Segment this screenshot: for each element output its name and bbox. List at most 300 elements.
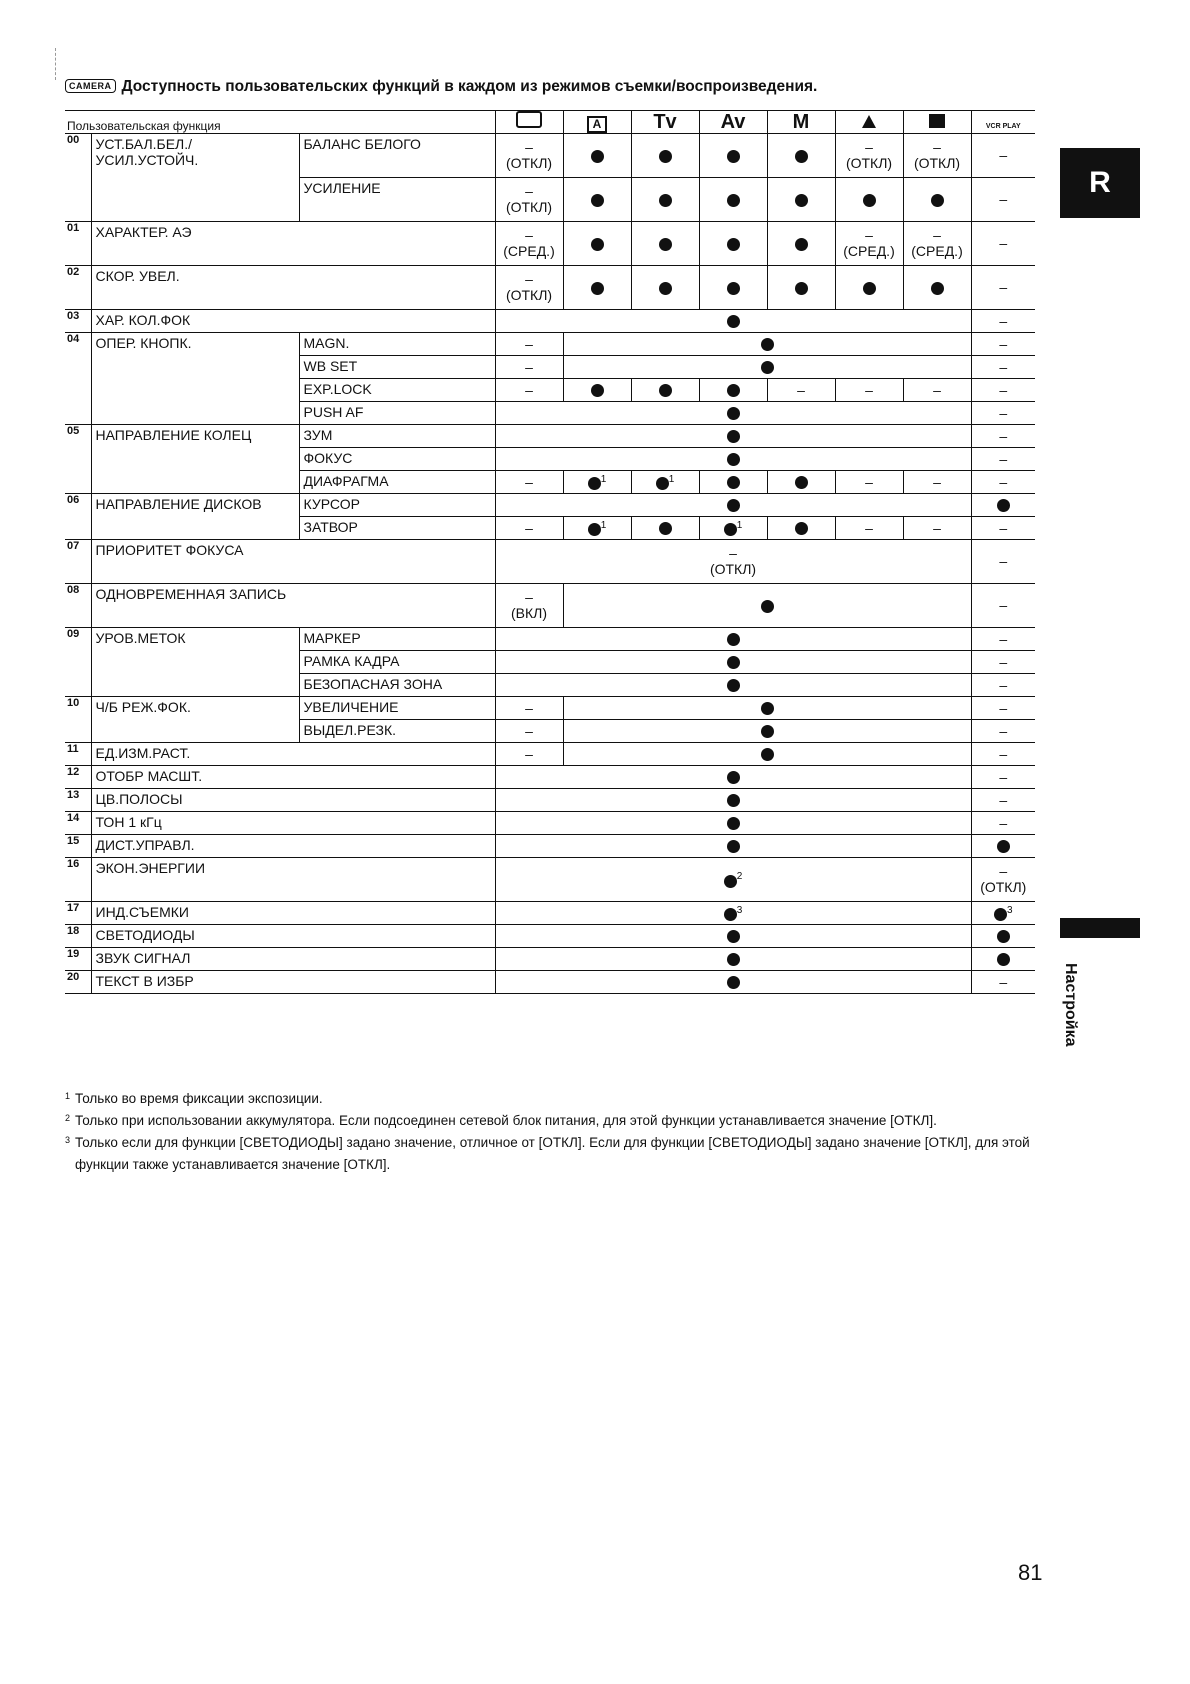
- dash-mark: –: [933, 139, 941, 156]
- default-value-note: (ВКЛ): [510, 604, 547, 621]
- available-dot: [588, 477, 601, 490]
- mode-availability-cell: [971, 425, 1035, 448]
- mode-availability-cell: [767, 471, 835, 494]
- mode-availability-cell: [971, 651, 1035, 674]
- mode-availability-cell: [495, 266, 563, 310]
- table-row: [65, 448, 1035, 471]
- sub-function-name: ДИАФРАГМА: [299, 471, 495, 494]
- unavailable-dash: –: [999, 358, 1008, 375]
- available-dot: [931, 282, 944, 295]
- unavailable-dash: –: [525, 745, 533, 762]
- unavailable-dash: –: [999, 722, 1008, 739]
- mode-availability-cell: [699, 134, 767, 178]
- available-dot: [727, 633, 740, 646]
- mode-availability-cell: [563, 379, 631, 402]
- function-name: СКОР. УВЕЛ.: [91, 266, 495, 310]
- sub-function-name: КУРСОР: [299, 494, 495, 517]
- function-name: УСТ.БАЛ.БЕЛ./ УСИЛ.УСТОЙЧ.: [91, 134, 299, 178]
- unavailable-dash: –: [525, 722, 533, 739]
- unavailable-dash: –: [999, 745, 1008, 762]
- function-name: [91, 178, 299, 222]
- mode-availability-cell: [971, 971, 1035, 994]
- page-number: 81: [1018, 1560, 1043, 1585]
- function-availability-table: [65, 110, 1035, 994]
- mode-availability-cell: [971, 858, 1035, 902]
- mode-av-header: Av: [699, 111, 767, 134]
- function-name: ЦВ.ПОЛОСЫ: [91, 789, 495, 812]
- function-name: ОДНОВРЕМЕННАЯ ЗАПИСЬ: [91, 584, 495, 628]
- available-dot: [997, 930, 1010, 943]
- mode-availability-cell: [495, 333, 563, 356]
- footnote-3: [65, 1132, 1045, 1176]
- row-number: [65, 379, 91, 402]
- function-name: СВЕТОДИОДЫ: [91, 925, 495, 948]
- row-number: 03: [65, 310, 91, 333]
- unavailable-dash: –: [999, 676, 1008, 693]
- available-dot: [727, 840, 740, 853]
- function-name: ЭКОН.ЭНЕРГИИ: [91, 858, 495, 902]
- table-row: [65, 517, 1035, 540]
- table-row: [65, 310, 1035, 333]
- sub-function-name: УВЕЛИЧЕНИЕ: [299, 697, 495, 720]
- mode-availability-cell: [971, 448, 1035, 471]
- mode-availability-cell: [495, 134, 563, 178]
- table-row: [65, 584, 1035, 628]
- row-number: 17: [65, 902, 91, 925]
- row-number: 16: [65, 858, 91, 902]
- unavailable-dash: –: [933, 381, 941, 398]
- available-dot: [727, 430, 740, 443]
- mode-availability-cell: [631, 266, 699, 310]
- mode-availability-cell: [835, 517, 903, 540]
- mode-availability-cell: [835, 471, 903, 494]
- sub-function-name: БАЛАНС БЕЛОГО: [299, 134, 495, 178]
- available-dot: [727, 194, 740, 207]
- table-row: [65, 356, 1035, 379]
- mode-availability-cell: [495, 812, 971, 835]
- mode-program-header: [495, 111, 563, 134]
- mode-availability-cell: [563, 517, 631, 540]
- table-row: [65, 333, 1035, 356]
- mode-availability-cell: [495, 425, 971, 448]
- mode-availability-cell: [495, 766, 971, 789]
- side-marker-bar: [1060, 918, 1140, 938]
- sub-function-name: PUSH AF: [299, 402, 495, 425]
- mode-availability-cell: [971, 835, 1035, 858]
- unavailable-dash: –: [525, 699, 533, 716]
- unavailable-dash: –: [999, 191, 1008, 208]
- mode-availability-cell: [495, 517, 563, 540]
- dash-mark: –: [865, 139, 873, 156]
- available-dot: [727, 150, 740, 163]
- available-dot: [795, 150, 808, 163]
- available-dot: [727, 794, 740, 807]
- footnote-ref: 1: [668, 473, 675, 485]
- available-dot: [795, 282, 808, 295]
- mode-availability-cell: [767, 222, 835, 266]
- mode-availability-cell: [767, 266, 835, 310]
- footnotes: [65, 1088, 1045, 1176]
- mode-availability-cell: [563, 356, 971, 379]
- unavailable-dash: –: [525, 473, 533, 490]
- unavailable-dash: –: [999, 630, 1008, 647]
- unavailable-dash: –: [999, 450, 1008, 467]
- mode-availability-cell: [495, 971, 971, 994]
- mode-availability-cell: [563, 720, 971, 743]
- available-dot: [656, 477, 669, 490]
- row-number: 14: [65, 812, 91, 835]
- available-dot: [659, 194, 672, 207]
- mode-availability-cell: [495, 471, 563, 494]
- side-label-text: Настройка: [1062, 963, 1079, 1047]
- unavailable-dash: –: [999, 814, 1008, 831]
- sub-function-name: БЕЗОПАСНАЯ ЗОНА: [299, 674, 495, 697]
- mode-availability-cell: [971, 379, 1035, 402]
- row-number: [65, 720, 91, 743]
- footnote-ref: 1: [736, 519, 743, 531]
- available-dot: [727, 499, 740, 512]
- mode-availability-cell: [495, 494, 971, 517]
- available-dot: [997, 953, 1010, 966]
- function-name: ЕД.ИЗМ.РАСТ.: [91, 743, 495, 766]
- function-name: ХАРАКТЕР. АЭ: [91, 222, 495, 266]
- table-row: [65, 766, 1035, 789]
- mode-availability-cell: [971, 356, 1035, 379]
- mode-availability-cell: [631, 471, 699, 494]
- available-dot: [795, 522, 808, 535]
- mode-availability-cell: [971, 697, 1035, 720]
- row-number: [65, 178, 91, 222]
- table-row: [65, 134, 1035, 178]
- available-dot: [727, 238, 740, 251]
- mode-availability-cell: [495, 720, 563, 743]
- mode-availability-cell: [563, 178, 631, 222]
- function-column-header: Пользовательская функция: [65, 111, 495, 134]
- table-row: [65, 402, 1035, 425]
- mode-availability-cell: [971, 402, 1035, 425]
- mode-availability-cell: [495, 835, 971, 858]
- unavailable-dash: –: [999, 768, 1008, 785]
- function-name: ДИСТ.УПРАВЛ.: [91, 835, 495, 858]
- table-row: [65, 471, 1035, 494]
- footnote-mark: 3: [65, 1135, 71, 1145]
- mode-vcr-play-header: [971, 111, 1035, 134]
- available-dot: [761, 361, 774, 374]
- available-dot: [727, 384, 740, 397]
- easy-recording-icon: A: [587, 116, 608, 133]
- table-row: [65, 425, 1035, 448]
- table-row: [65, 628, 1035, 651]
- table-row: [65, 971, 1035, 994]
- available-dot: [727, 282, 740, 295]
- table-row: [65, 789, 1035, 812]
- mode-availability-cell: [495, 584, 563, 628]
- unavailable-dash: –: [999, 147, 1008, 164]
- dash-mark: –: [525, 139, 533, 156]
- row-number: 07: [65, 540, 91, 584]
- function-name: [91, 379, 299, 402]
- unavailable-dash: –: [525, 381, 533, 398]
- section-tab-r: R: [1060, 148, 1140, 218]
- mode-availability-cell: [835, 178, 903, 222]
- available-dot: [795, 238, 808, 251]
- available-dot: [863, 194, 876, 207]
- mode-availability-cell: [971, 266, 1035, 310]
- mode-availability-cell: [767, 178, 835, 222]
- page-title: [65, 78, 817, 96]
- footnote-text: Только во время фиксации экспозиции.: [75, 1091, 323, 1106]
- mode-availability-cell: [971, 494, 1035, 517]
- title-text: Доступность пользовательских функций в каждом из режимов съемки/воспроизведения.: [121, 78, 818, 95]
- footnote-mark: 2: [65, 1113, 71, 1123]
- unavailable-dash: –: [999, 404, 1008, 421]
- mode-availability-cell: [971, 584, 1035, 628]
- mode-availability-cell: [495, 222, 563, 266]
- mode-availability-cell: [767, 134, 835, 178]
- table-row: [65, 835, 1035, 858]
- default-value-note: (ОТКЛ): [709, 560, 757, 577]
- function-name: УРОВ.МЕТОК: [91, 628, 299, 651]
- row-number: 20: [65, 971, 91, 994]
- camera-mode-badge: CAMERA: [65, 79, 116, 93]
- footnote-ref: 2: [736, 871, 743, 883]
- dash-mark: –: [525, 183, 533, 200]
- row-number: 19: [65, 948, 91, 971]
- mode-availability-cell: [495, 789, 971, 812]
- table-row: [65, 925, 1035, 948]
- row-number: [65, 402, 91, 425]
- row-number: 01: [65, 222, 91, 266]
- sub-function-name: МАРКЕР: [299, 628, 495, 651]
- table-row: [65, 858, 1035, 902]
- footnote-ref: 3: [736, 904, 743, 916]
- row-number: 11: [65, 743, 91, 766]
- mode-availability-cell: [835, 379, 903, 402]
- mode-availability-cell: [699, 178, 767, 222]
- mode-availability-cell: [835, 222, 903, 266]
- row-number: [65, 471, 91, 494]
- available-dot: [724, 908, 737, 921]
- available-dot: [659, 522, 672, 535]
- unavailable-dash: –: [999, 381, 1008, 398]
- function-name: [91, 674, 299, 697]
- mode-availability-cell: [563, 697, 971, 720]
- mode-availability-cell: [971, 766, 1035, 789]
- mode-availability-cell: [767, 517, 835, 540]
- available-dot: [994, 908, 1007, 921]
- available-dot: [588, 523, 601, 536]
- available-dot: [997, 840, 1010, 853]
- function-name: ОТОБР МАСШТ.: [91, 766, 495, 789]
- table-row: [65, 540, 1035, 584]
- vcr-play-icon: VCR PLAY: [985, 123, 1021, 130]
- available-dot: [724, 875, 737, 888]
- table-row: [65, 651, 1035, 674]
- function-name: Ч/Б РЕЖ.ФОК.: [91, 697, 299, 720]
- function-name: [91, 720, 299, 743]
- unavailable-dash: –: [999, 427, 1008, 444]
- available-dot: [727, 476, 740, 489]
- table-row: [65, 674, 1035, 697]
- available-dot: [997, 499, 1010, 512]
- mode-availability-cell: [971, 540, 1035, 584]
- table-header-row: [65, 111, 1035, 134]
- mode-availability-cell: [563, 266, 631, 310]
- sub-function-name: MAGN.: [299, 333, 495, 356]
- mode-availability-cell: [903, 471, 971, 494]
- footnote-2: [65, 1110, 1045, 1132]
- unavailable-dash: –: [933, 519, 941, 536]
- mode-availability-cell: [971, 789, 1035, 812]
- function-name: ЗВУК СИГНАЛ: [91, 948, 495, 971]
- available-dot: [727, 930, 740, 943]
- available-dot: [727, 953, 740, 966]
- mode-availability-cell: [495, 448, 971, 471]
- available-dot: [761, 725, 774, 738]
- mode-spotlight-header: [835, 111, 903, 134]
- available-dot: [727, 453, 740, 466]
- row-number: 15: [65, 835, 91, 858]
- unavailable-dash: –: [865, 473, 873, 490]
- mode-availability-cell: [971, 333, 1035, 356]
- unavailable-dash: –: [525, 358, 533, 375]
- mode-availability-cell: [563, 333, 971, 356]
- mode-availability-cell: [495, 540, 971, 584]
- mode-m-header: M: [767, 111, 835, 134]
- mode-availability-cell: [971, 948, 1035, 971]
- mode-availability-cell: [563, 222, 631, 266]
- program-auto-icon: [516, 111, 542, 128]
- mode-availability-cell: [835, 266, 903, 310]
- footnote-1: [65, 1088, 1045, 1110]
- sub-function-name: EXP.LOCK: [299, 379, 495, 402]
- available-dot: [761, 600, 774, 613]
- mode-availability-cell: [835, 134, 903, 178]
- available-dot: [659, 282, 672, 295]
- sub-function-name: УСИЛЕНИЕ: [299, 178, 495, 222]
- table-row: [65, 902, 1035, 925]
- available-dot: [727, 656, 740, 669]
- mode-availability-cell: [971, 134, 1035, 178]
- row-number: 12: [65, 766, 91, 789]
- dash-mark: –: [865, 227, 873, 244]
- available-dot: [591, 282, 604, 295]
- unavailable-dash: –: [999, 597, 1008, 614]
- dash-mark: –: [525, 589, 533, 606]
- mode-availability-cell: [495, 379, 563, 402]
- function-name: НАПРАВЛЕНИЕ ДИСКОВ: [91, 494, 299, 517]
- unavailable-dash: –: [999, 473, 1008, 490]
- table-row: [65, 743, 1035, 766]
- available-dot: [795, 194, 808, 207]
- dash-mark: –: [933, 227, 941, 244]
- mode-availability-cell: [631, 517, 699, 540]
- default-value-note: (ОТКЛ): [505, 286, 553, 303]
- mode-availability-cell: [495, 697, 563, 720]
- row-number: 13: [65, 789, 91, 812]
- row-number: 00: [65, 134, 91, 178]
- function-name: ОПЕР. КНОПК.: [91, 333, 299, 356]
- function-name: ТОН 1 кГц: [91, 812, 495, 835]
- sub-function-name: РАМКА КАДРА: [299, 651, 495, 674]
- mode-availability-cell: [495, 948, 971, 971]
- unavailable-dash: –: [999, 553, 1008, 570]
- mode-availability-cell: [631, 222, 699, 266]
- function-name: ХАР. КОЛ.ФОК: [91, 310, 495, 333]
- row-number: 09: [65, 628, 91, 651]
- mode-availability-cell: [971, 471, 1035, 494]
- mode-availability-cell: [903, 178, 971, 222]
- mode-availability-cell: [971, 628, 1035, 651]
- mode-availability-cell: [903, 379, 971, 402]
- row-number: 04: [65, 333, 91, 356]
- available-dot: [727, 976, 740, 989]
- mode-availability-cell: [971, 720, 1035, 743]
- table-row: [65, 948, 1035, 971]
- dash-mark: –: [729, 545, 737, 562]
- unavailable-dash: –: [999, 335, 1008, 352]
- mode-availability-cell: [563, 743, 971, 766]
- mode-availability-cell: [495, 402, 971, 425]
- unavailable-dash: –: [933, 473, 941, 490]
- row-number: 18: [65, 925, 91, 948]
- function-name: ИНД.СЪЕМКИ: [91, 902, 495, 925]
- mode-availability-cell: [495, 743, 563, 766]
- available-dot: [591, 238, 604, 251]
- mode-easy-header: [563, 111, 631, 134]
- footnote-ref: 1: [600, 519, 607, 531]
- table-row: [65, 222, 1035, 266]
- row-number: 10: [65, 697, 91, 720]
- mode-availability-cell: [495, 651, 971, 674]
- available-dot: [761, 748, 774, 761]
- function-name: [91, 402, 299, 425]
- function-name: ПРИОРИТЕТ ФОКУСА: [91, 540, 495, 584]
- mode-availability-cell: [495, 674, 971, 697]
- unavailable-dash: –: [999, 791, 1008, 808]
- mode-availability-cell: [495, 925, 971, 948]
- mode-availability-cell: [495, 858, 971, 902]
- unavailable-dash: –: [525, 335, 533, 352]
- row-number: [65, 651, 91, 674]
- unavailable-dash: –: [999, 279, 1008, 296]
- function-name: [91, 448, 299, 471]
- available-dot: [761, 702, 774, 715]
- unavailable-dash: –: [999, 699, 1008, 716]
- dash-mark: –: [999, 863, 1008, 880]
- mode-availability-cell: [971, 812, 1035, 835]
- function-name: [91, 356, 299, 379]
- function-name: НАПРАВЛЕНИЕ КОЛЕЦ: [91, 425, 299, 448]
- mode-availability-cell: [971, 222, 1035, 266]
- footnote-text: Только при использовании аккумулятора. Если подсоединен сетевой блок питания, для этой функции устанавливается значение [ОТКЛ].: [75, 1113, 937, 1128]
- mode-availability-cell: [563, 471, 631, 494]
- function-name: ТЕКСТ В ИЗБР: [91, 971, 495, 994]
- footnote-text: Только если для функции [СВЕТОДИОДЫ] задано значение, отличное от [ОТКЛ]. Если для функции [СВЕТОДИОДЫ] задано значение [ОТКЛ], для этой функции также устанавливается значение [ОТКЛ].: [75, 1135, 1030, 1172]
- unavailable-dash: –: [999, 653, 1008, 670]
- footnote-mark: 1: [65, 1091, 71, 1101]
- table-row: [65, 266, 1035, 310]
- table-row: [65, 720, 1035, 743]
- mode-availability-cell: [631, 379, 699, 402]
- function-name: [91, 471, 299, 494]
- unavailable-dash: –: [865, 519, 873, 536]
- row-number: 06: [65, 494, 91, 517]
- sub-function-name: ЗАТВОР: [299, 517, 495, 540]
- sub-function-name: ВЫДЕЛ.РЕЗК.: [299, 720, 495, 743]
- mode-availability-cell: [563, 134, 631, 178]
- available-dot: [795, 476, 808, 489]
